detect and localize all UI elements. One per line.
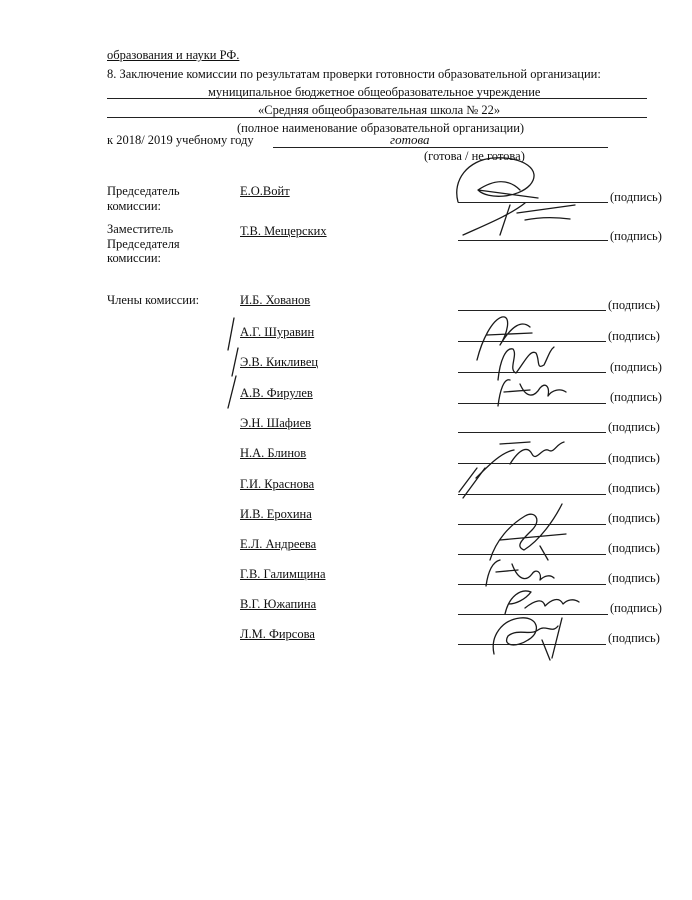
deputy-signature-caption: (подпись) bbox=[610, 229, 662, 243]
org-type: муниципальное бюджетное общеобразовательное учреждение bbox=[208, 85, 541, 99]
member-name-1: И.Б. Хованов bbox=[240, 293, 311, 307]
member-name-11: В.Г. Южапина bbox=[240, 597, 317, 611]
member-name-4: А.В. Фирулев bbox=[240, 386, 313, 400]
member-signature-caption-2: (подпись) bbox=[608, 329, 660, 343]
member-signature-caption-9: (подпись) bbox=[608, 541, 660, 555]
deputy-name: Т.В. Мещерских bbox=[240, 224, 327, 238]
header-line-2: 8. Заключение комиссии по результатам проверки готовности образовательной организации: bbox=[107, 67, 601, 81]
member-signature-caption-6: (подпись) bbox=[608, 451, 660, 465]
member-signature-4 bbox=[490, 368, 570, 412]
status-caption: (готова / не готова) bbox=[424, 149, 525, 163]
chair-role-line-1: Председатель bbox=[107, 184, 180, 198]
member-signature-12 bbox=[482, 606, 582, 666]
deputy-role-line-1: Заместитель bbox=[107, 222, 174, 236]
member-name-7: Г.И. Краснова bbox=[240, 477, 315, 491]
rule-status bbox=[273, 147, 608, 148]
deputy-role-line-3: комиссии: bbox=[107, 251, 161, 265]
member-mark-4 bbox=[224, 374, 240, 410]
member-signature-caption-4: (подпись) bbox=[610, 390, 662, 404]
rule-org-name bbox=[107, 117, 647, 118]
org-name: «Средняя общеобразовательная школа № 22» bbox=[258, 103, 501, 117]
chair-name: Е.О.Войт bbox=[240, 184, 290, 198]
chair-role bbox=[107, 184, 180, 213]
members-label: Члены комиссии: bbox=[107, 293, 200, 307]
status-handwritten: готова bbox=[390, 132, 430, 147]
member-signature-caption-7: (подпись) bbox=[608, 481, 660, 495]
member-name-2: А.Г. Шуравин bbox=[240, 325, 315, 339]
member-signature-caption-5: (подпись) bbox=[608, 420, 660, 434]
deputy-role bbox=[107, 222, 180, 266]
deputy-signature bbox=[455, 195, 585, 245]
member-name-8: И.В. Ерохина bbox=[240, 507, 312, 521]
org-name-caption: (полное наименование образовательной организации) bbox=[237, 121, 525, 135]
member-signature-caption-12: (подпись) bbox=[608, 631, 660, 645]
member-signature-caption-8: (подпись) bbox=[608, 511, 660, 525]
header-line-1: образования и науки РФ. bbox=[107, 48, 240, 62]
member-signature-caption-1: (подпись) bbox=[608, 298, 660, 312]
member-name-12: Л.М. Фирсова bbox=[240, 627, 315, 641]
member-name-10: Г.В. Галимщина bbox=[240, 567, 326, 581]
member-name-6: Н.А. Блинов bbox=[240, 446, 307, 460]
member-name-5: Э.Н. Шафиев bbox=[240, 416, 312, 430]
member-name-9: Е.Л. Андреева bbox=[240, 537, 317, 551]
deputy-role-line-2: Председателя bbox=[107, 236, 180, 251]
member-signature-line-5 bbox=[458, 432, 606, 433]
member-signature-caption-10: (подпись) bbox=[608, 571, 660, 585]
year-label: к 2018/ 2019 учебному году bbox=[107, 133, 254, 147]
chair-role-line-2: комиссии: bbox=[107, 198, 161, 213]
chair-signature-caption: (подпись) bbox=[610, 190, 662, 204]
member-signature-caption-3: (подпись) bbox=[610, 360, 662, 374]
member-signature-caption-11: (подпись) bbox=[610, 601, 662, 615]
member-name-3: Э.В. Кикливец bbox=[240, 355, 319, 369]
